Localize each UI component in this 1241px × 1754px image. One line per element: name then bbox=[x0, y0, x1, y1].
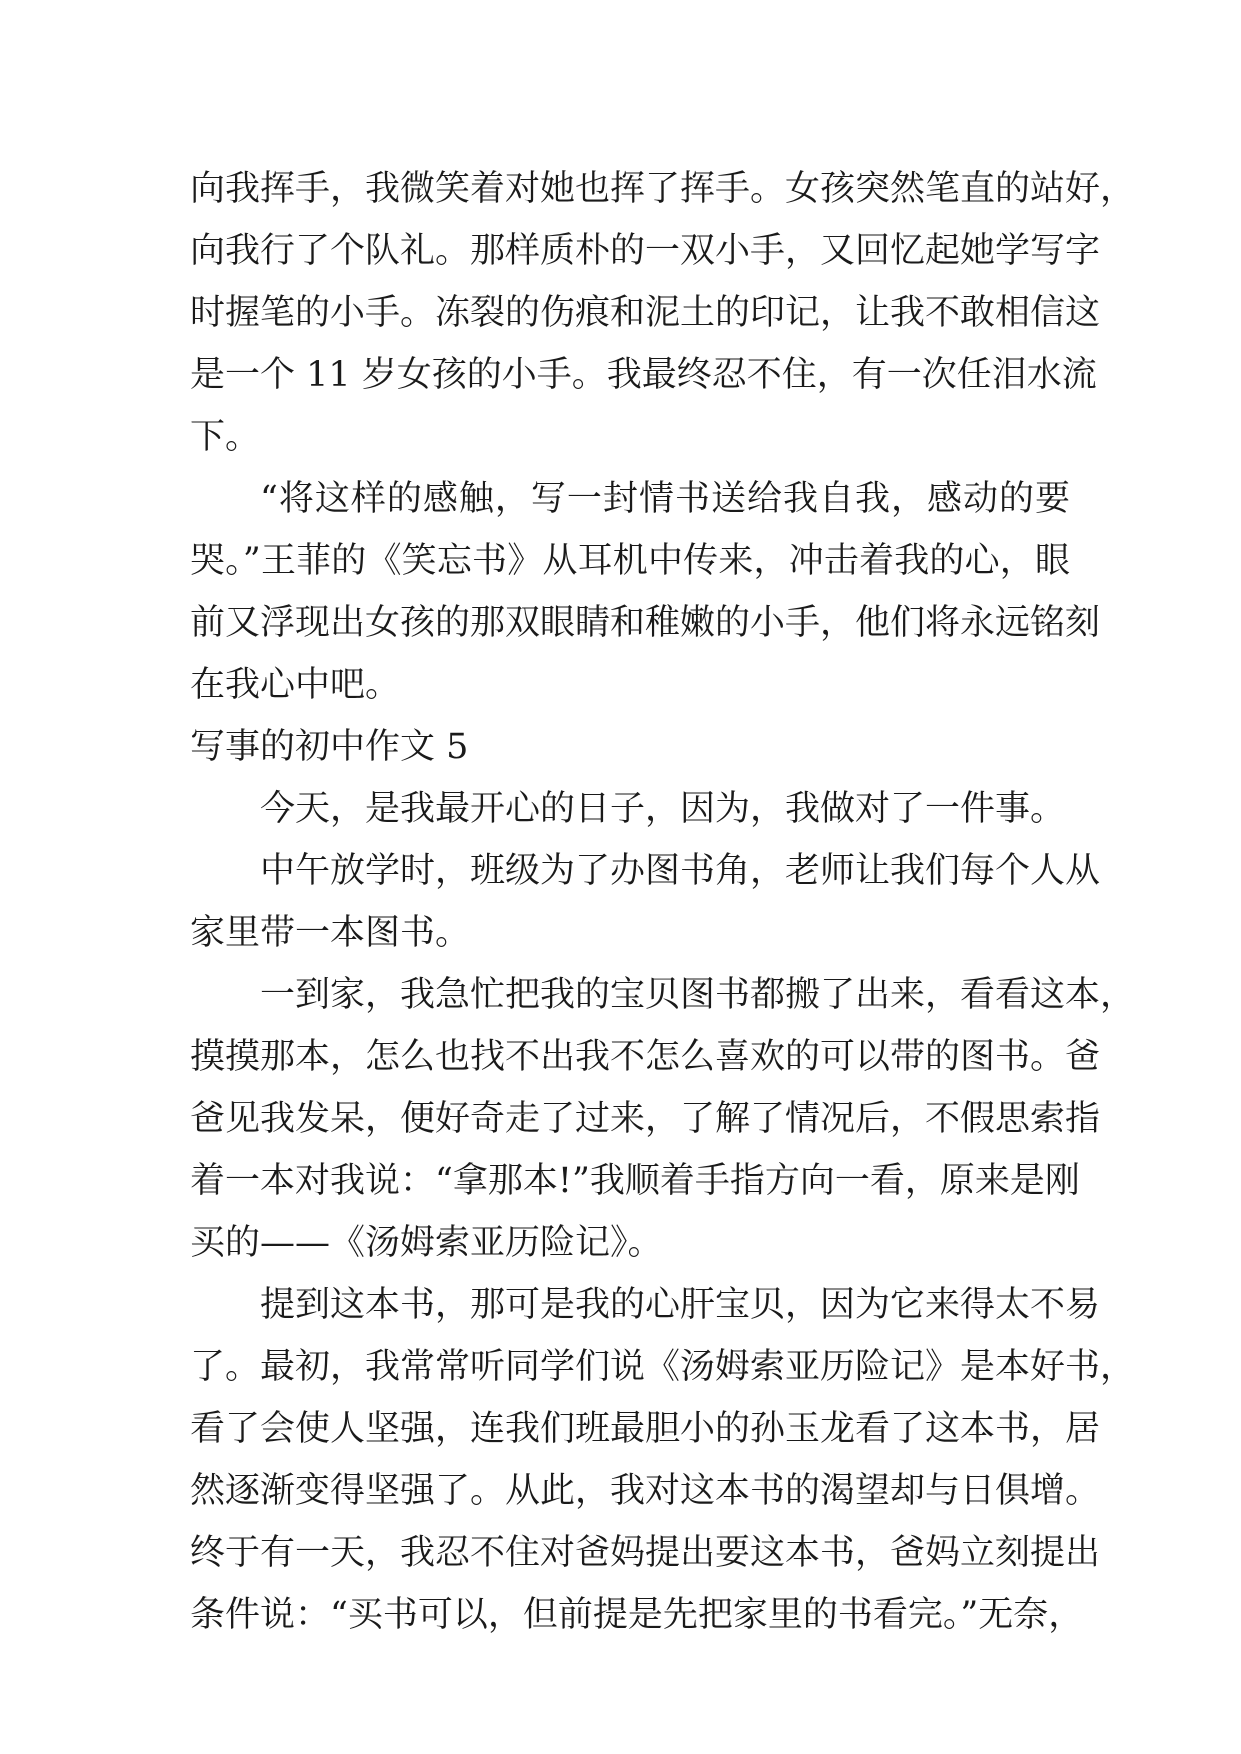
text-line: 然逐渐变得坚强了。从此，我对这本书的渴望却与日俱增。 bbox=[190, 1471, 1101, 1511]
text-line: 前又浮现出女孩的那双眼睛和稚嫩的小手，他们将永远铭刻 bbox=[190, 603, 1101, 643]
text-line: 中午放学时，班级为了办图书角，老师让我们每个人从 bbox=[260, 851, 1101, 891]
text-line: 向我行了个队礼。那样质朴的一双小手，又回忆起她学写字 bbox=[190, 231, 1101, 271]
text-line: 是一个 11 岁女孩的小手。我最终忍不住，有一次任泪水流 bbox=[190, 355, 1097, 395]
text-line: 条件说：“买书可以，但前提是先把家里的书看完。”无奈， bbox=[190, 1595, 1084, 1635]
text-line: 向我挥手，我微笑着对她也挥了挥手。女孩突然笔直的站好， bbox=[190, 169, 1136, 209]
text-line: 下。 bbox=[190, 417, 261, 457]
text-line: 一到家，我急忙把我的宝贝图书都搬了出来，看看这本， bbox=[260, 975, 1136, 1015]
text-line: 着一本对我说：“拿那本!”我顺着手指方向一看，原来是刚 bbox=[190, 1161, 1080, 1201]
text-line: 家里带一本图书。 bbox=[190, 913, 471, 953]
text-line: 在我心中吧。 bbox=[190, 665, 401, 705]
section-heading: 写事的初中作文 5 bbox=[190, 727, 469, 767]
text-line: 提到这本书，那可是我的心肝宝贝，因为它来得太不易 bbox=[260, 1285, 1101, 1325]
text-line: 终于有一天，我忍不住对爸妈提出要这本书，爸妈立刻提出 bbox=[190, 1533, 1101, 1573]
text-line: 爸见我发呆，便好奇走了过来，了解了情况后，不假思索指 bbox=[190, 1099, 1101, 1139]
text-line: 摸摸那本，怎么也找不出我不怎么喜欢的可以带的图书。爸 bbox=[190, 1037, 1101, 1077]
text-line: 今天，是我最开心的日子，因为，我做对了一件事。 bbox=[260, 789, 1066, 829]
text-line: 买的——《汤姆索亚历险记》。 bbox=[190, 1223, 663, 1263]
body-text bbox=[190, 158, 1136, 1646]
text-line: 看了会使人坚强，连我们班最胆小的孙玉龙看了这本书，居 bbox=[190, 1409, 1101, 1449]
text-line: 哭。”王菲的《笑忘书》从耳机中传来，冲击着我的心，眼 bbox=[190, 541, 1070, 581]
text-line: “将这样的感触，写一封情书送给我自我，感动的要 bbox=[260, 479, 1070, 519]
text-line: 了。最初，我常常听同学们说《汤姆索亚历险记》是本好书， bbox=[190, 1347, 1136, 1387]
text-line: 时握笔的小手。冻裂的伤痕和泥土的印记，让我不敢相信这 bbox=[190, 293, 1101, 333]
